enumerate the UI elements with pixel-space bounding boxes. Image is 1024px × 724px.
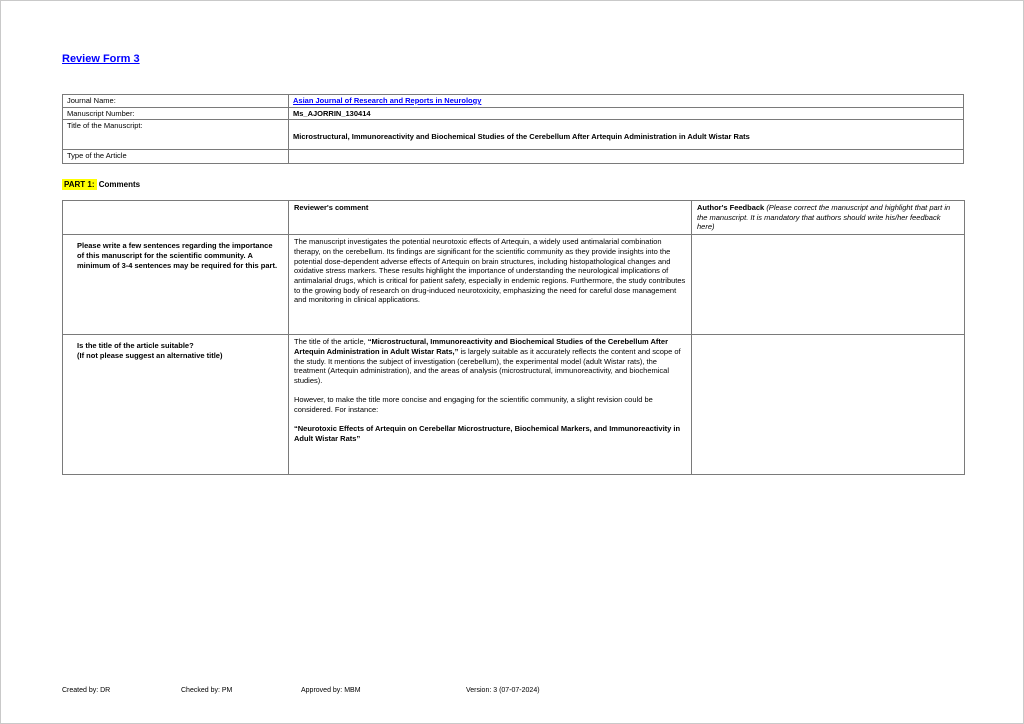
table-row	[63, 107, 964, 120]
manuscript-title-label: Title of the Manuscript:	[63, 120, 289, 150]
author-feedback-header-note: (Please correct the manuscript and highlight that part in the manuscript. It is mandatory that authors should write his/her feedback here)	[697, 203, 951, 232]
part1-title: Comments	[98, 180, 141, 189]
author-feedback-header	[692, 201, 965, 235]
question-line-1: Is the title of the article suitable?	[77, 341, 194, 351]
manuscript-number-label: Manuscript Number:	[63, 107, 289, 120]
article-type-label: Type of the Article	[63, 150, 289, 164]
part1-label: PART 1:	[64, 180, 95, 189]
comment-text: However, to make the title more concise and engaging for the scientific community, a slight revision could be considered. For instance:	[294, 395, 653, 415]
table-row	[63, 150, 964, 164]
reviewer-comment-title	[289, 335, 692, 475]
article-type-value	[289, 150, 964, 164]
footer	[1, 687, 1024, 699]
footer-version: Version: 3 (07-07-2024)	[466, 687, 540, 694]
journal-name-cell	[289, 95, 964, 108]
author-feedback-cell-1[interactable]	[692, 235, 965, 335]
footer-checked-by: Checked by: PM	[181, 687, 233, 694]
comment-paragraph-3	[294, 424, 686, 443]
table-row	[63, 335, 965, 475]
question-header-cell	[63, 201, 289, 235]
table-row	[63, 235, 965, 335]
question-title-suitability	[63, 335, 289, 475]
part1-heading	[62, 180, 140, 189]
comment-paragraph-2	[294, 395, 686, 414]
comment-quoted-title: “Microstructural, Immunoreactivity and Biochemical Studies of the Cerebellum After Artequin Administration in Adult Wistar Rats,”	[294, 337, 669, 356]
reviewer-comment-importance: The manuscript investigates the potential neurotoxic effects of Artequin, a widely used antimalarial combination therapy, on the cerebellum. Its findings are significant for the scientific community as they provide insights into the potential dose-dependent adverse effects of Artequin on brain structures, including histopathological changes and oxidative stress markers. These results highlight the importance of understanding the neurological implications of antimalarial drugs, which is critical for patient safety, especially in endemic regions. Furthermore, the study contributes to the growing body of research on drug-induced neurotoxicity, emphasizing the need for careful dose management and monitoring in clinical applications.	[289, 235, 692, 335]
manuscript-number-value: Ms_AJORRIN_130414	[289, 107, 964, 120]
comments-header-row	[63, 201, 965, 235]
reviewer-comment-header: Reviewer's comment	[289, 201, 692, 235]
table-row	[63, 95, 964, 108]
journal-name-label: Journal Name:	[63, 95, 289, 108]
question-importance: Please write a few sentences regarding the importance of this manuscript for the scientific community. A minimum of 3-4 sentences may be required for this part.	[63, 235, 289, 335]
manuscript-info-table	[62, 94, 964, 164]
table-row	[63, 120, 964, 150]
author-feedback-header-title: Author's Feedback	[697, 203, 765, 212]
footer-approved-by: Approved by: MBM	[301, 687, 361, 694]
author-feedback-cell-2[interactable]	[692, 335, 965, 475]
comment-paragraph-1	[294, 337, 686, 386]
form-title: Review Form 3	[62, 53, 140, 65]
suggested-title: “Neurotoxic Effects of Artequin on Cerebellar Microstructure, Biochemical Markers, and Immunoreactivity in Adult Wistar Rats”	[294, 424, 681, 444]
comment-text-tail: is largely suitable as it accurately reflects the content and scope of the study. It mentions the subject of investigation (cerebellum), the experimental model (adult Wistar rats), the treatment (Artequin administration), and the areas of analysis (microstructural, immunoreactivity, and biochemical studies).	[294, 346, 681, 385]
footer-created-by: Created by: DR	[62, 687, 111, 694]
manuscript-title-value: Microstructural, Immunoreactivity and Biochemical Studies of the Cerebellum After Artequin Administration in Adult Wistar Rats	[289, 120, 964, 150]
question-line-2: (If not please suggest an alternative title)	[77, 350, 223, 360]
comments-table	[62, 200, 965, 475]
comment-text-lead: The title of the article,	[294, 337, 368, 347]
journal-name-link[interactable]: Asian Journal of Research and Reports in Neurology	[293, 96, 482, 105]
